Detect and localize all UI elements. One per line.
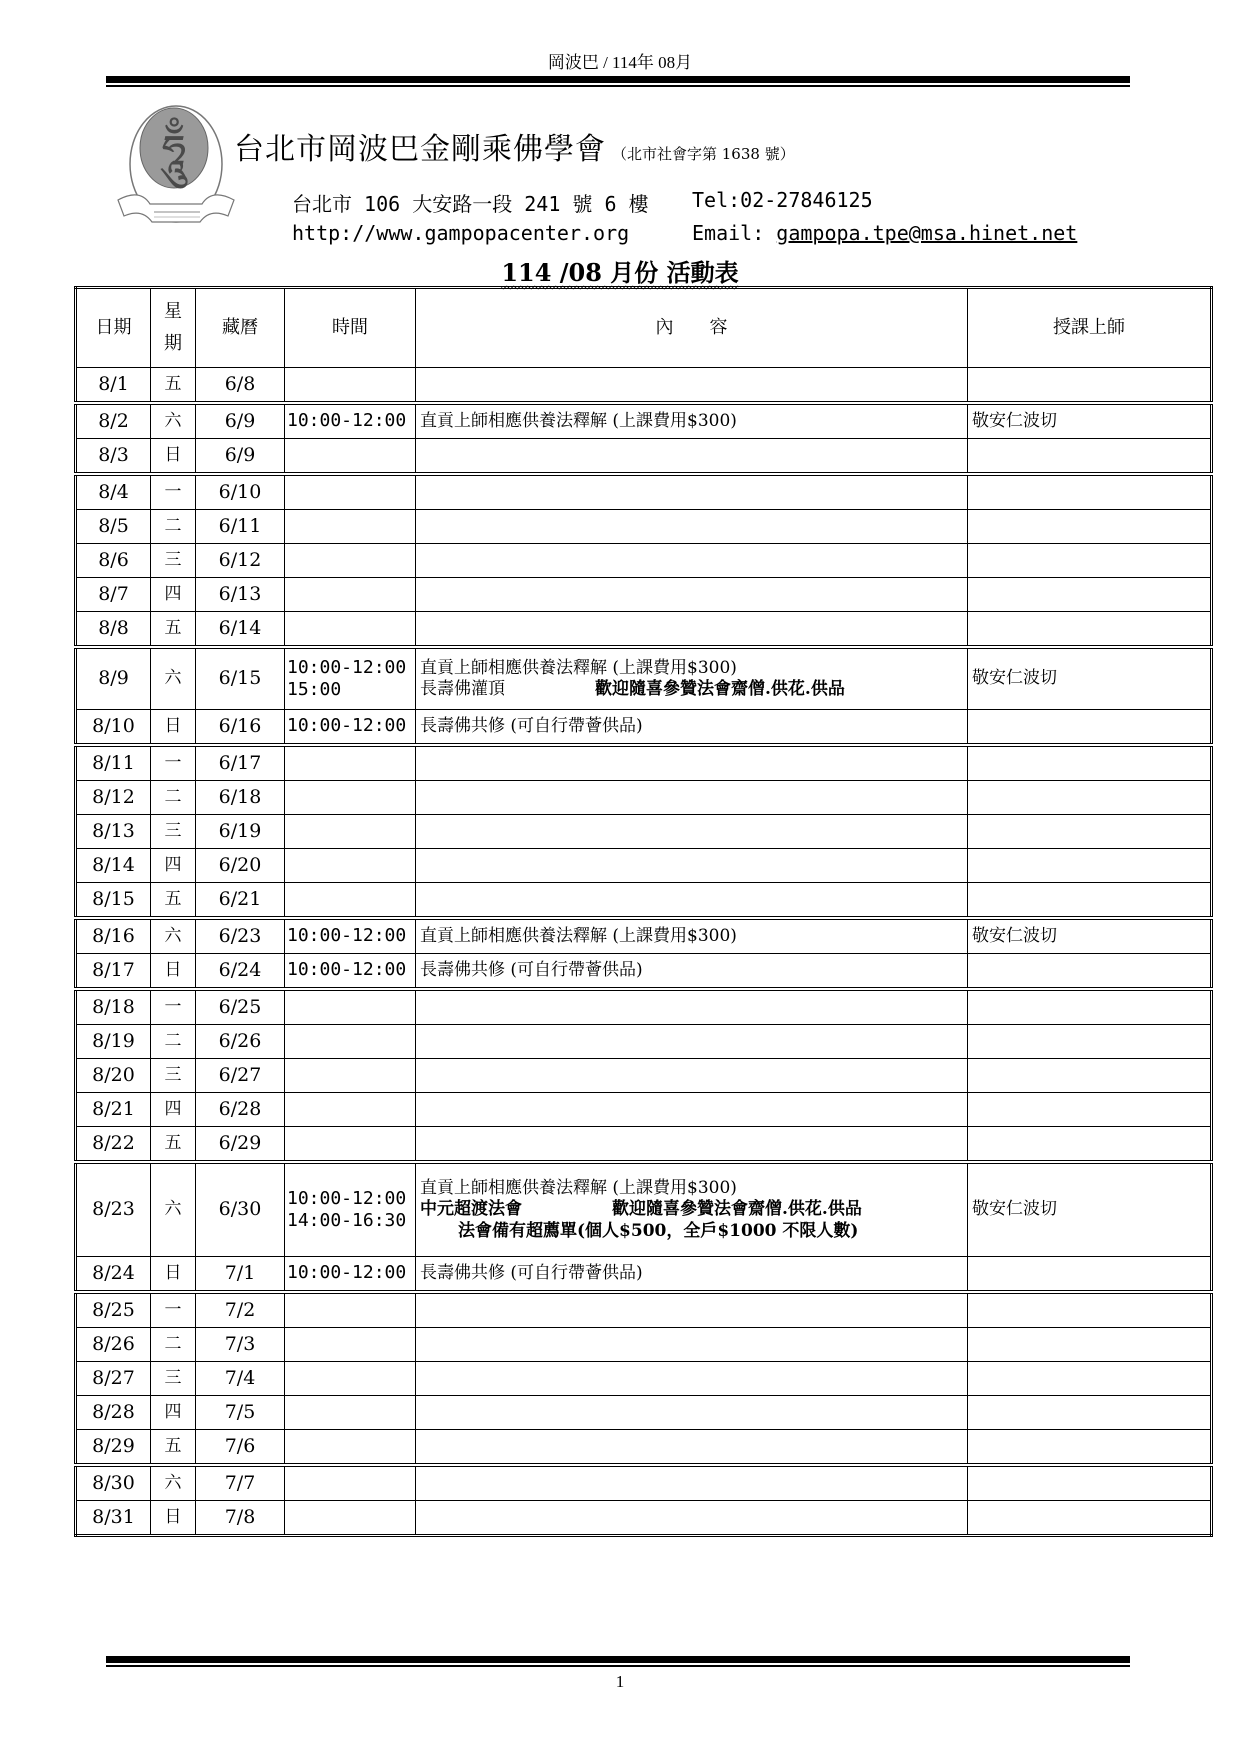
cell-time [285, 1396, 416, 1430]
cell-weekday: 日 [151, 1501, 196, 1536]
cell-tibetan-date: 6/30 [196, 1162, 285, 1257]
cell-weekday: 四 [151, 1396, 196, 1430]
cell-weekday: 六 [151, 403, 196, 439]
cell-tibetan-date: 6/18 [196, 781, 285, 815]
cell-teacher [968, 1025, 1212, 1059]
cell-tibetan-date: 6/27 [196, 1059, 285, 1093]
cell-tibetan-date: 6/14 [196, 612, 285, 648]
cell-date: 8/23 [76, 1162, 151, 1257]
content-line [420, 716, 963, 737]
cell-date: 8/14 [76, 849, 151, 883]
table-row [76, 368, 1212, 404]
cell-weekday: 四 [151, 1093, 196, 1127]
cell-time [285, 1430, 416, 1466]
cell-date: 8/18 [76, 989, 151, 1025]
cell-time [285, 989, 416, 1025]
table-row [76, 815, 1212, 849]
table-row [76, 1501, 1212, 1536]
cell-content [416, 1501, 968, 1536]
cell-content [416, 1093, 968, 1127]
cell-weekday: 一 [151, 989, 196, 1025]
cell-time [285, 1025, 416, 1059]
cell-time [285, 1501, 416, 1536]
header-weekday-line2: 期 [164, 333, 182, 354]
cell-content [416, 544, 968, 578]
email-link[interactable]: gampopa.tpe@msa.hinet.net [776, 221, 1078, 245]
cell-teacher: 敬安仁波切 [968, 1162, 1212, 1257]
cell-tibetan-date: 6/9 [196, 403, 285, 439]
cell-weekday: 六 [151, 1162, 196, 1257]
cell-teacher [968, 368, 1212, 404]
cell-date: 8/4 [76, 474, 151, 510]
cell-date: 8/28 [76, 1396, 151, 1430]
header-time: 時間 [285, 288, 416, 368]
cell-content [416, 439, 968, 475]
content-text: 中元超渡法會 [420, 1199, 522, 1220]
cell-content [416, 403, 968, 439]
document-title [0, 253, 1240, 288]
cell-tibetan-date: 7/8 [196, 1501, 285, 1536]
cell-teacher [968, 1328, 1212, 1362]
cell-tibetan-date: 6/8 [196, 368, 285, 404]
cell-time [285, 510, 416, 544]
address-line [292, 188, 873, 217]
table-row [76, 781, 1212, 815]
cell-teacher [968, 954, 1212, 990]
running-header: 岡波巴 / 114年 08月 [547, 53, 693, 72]
cell-content [416, 918, 968, 954]
table-row [76, 918, 1212, 954]
table-row [76, 1025, 1212, 1059]
cell-tibetan-date: 6/12 [196, 544, 285, 578]
content-text: 法會備有超薦單(個人$500，全戶$1000 不限人數) [458, 1220, 859, 1241]
cell-teacher [968, 544, 1212, 578]
cell-date: 8/6 [76, 544, 151, 578]
cell-weekday: 三 [151, 1059, 196, 1093]
cell-date: 8/2 [76, 403, 151, 439]
cell-date: 8/20 [76, 1059, 151, 1093]
cell-weekday: 五 [151, 612, 196, 648]
cell-content [416, 1430, 968, 1466]
cell-teacher [968, 781, 1212, 815]
cell-teacher [968, 1257, 1212, 1293]
cell-date: 8/24 [76, 1257, 151, 1293]
activity-schedule-table [74, 286, 1213, 1537]
cell-teacher [968, 1127, 1212, 1163]
cell-date: 8/29 [76, 1430, 151, 1466]
table-row [76, 403, 1212, 439]
cell-content [416, 989, 968, 1025]
cell-weekday: 二 [151, 510, 196, 544]
cell-tibetan-date: 6/15 [196, 647, 285, 710]
content-line [420, 1221, 963, 1242]
document-title-text: 114 /08 月份 活動表 [501, 258, 739, 287]
cell-date: 8/3 [76, 439, 151, 475]
cell-teacher [968, 989, 1212, 1025]
cell-weekday: 五 [151, 1127, 196, 1163]
cell-date: 8/21 [76, 1093, 151, 1127]
cell-tibetan-date: 6/17 [196, 745, 285, 781]
cell-teacher [968, 883, 1212, 919]
cell-time [285, 954, 416, 990]
cell-date: 8/11 [76, 745, 151, 781]
email-label: Email: [692, 221, 777, 245]
time-line: 10:00-12:00 [287, 410, 407, 432]
cell-teacher [968, 1465, 1212, 1501]
cell-content [416, 815, 968, 849]
cell-teacher [968, 1292, 1212, 1328]
cell-content [416, 1127, 968, 1163]
cell-teacher [968, 745, 1212, 781]
table-row [76, 1093, 1212, 1127]
table-row [76, 989, 1212, 1025]
cell-tibetan-date: 7/7 [196, 1465, 285, 1501]
cell-weekday: 二 [151, 1328, 196, 1362]
cell-teacher [968, 612, 1212, 648]
cell-weekday: 日 [151, 954, 196, 990]
cell-weekday: 五 [151, 1430, 196, 1466]
organization-name-text: 台北市岡波巴金剛乘佛學會 [234, 132, 606, 167]
cell-date: 8/31 [76, 1501, 151, 1536]
cell-weekday: 日 [151, 1257, 196, 1293]
table-row [76, 1362, 1212, 1396]
cell-tibetan-date: 6/19 [196, 815, 285, 849]
table-row [76, 647, 1212, 710]
website-link[interactable]: http://www.gampopacenter.org [292, 221, 630, 245]
cell-weekday: 三 [151, 815, 196, 849]
cell-content [416, 510, 968, 544]
cell-tibetan-date: 7/1 [196, 1257, 285, 1293]
content-line [420, 926, 963, 947]
content-text: 長壽佛共修 (可自行帶薈供品) [420, 1262, 643, 1283]
cell-weekday: 二 [151, 1025, 196, 1059]
cell-teacher [968, 1362, 1212, 1396]
content-text: 直貢上師相應供養法釋解 (上課費用$300) [420, 1178, 737, 1199]
cell-time [285, 781, 416, 815]
cell-content [416, 710, 968, 746]
cell-time [285, 1362, 416, 1396]
cell-teacher: 敬安仁波切 [968, 918, 1212, 954]
cell-time [285, 1059, 416, 1093]
header-weekday-line1: 星 [164, 300, 182, 322]
content-text: 長壽佛共修 (可自行帶薈供品) [420, 715, 643, 736]
cell-date: 8/17 [76, 954, 151, 990]
cell-teacher [968, 815, 1212, 849]
cell-teacher [968, 710, 1212, 746]
table-row [76, 1430, 1212, 1466]
cell-date: 8/27 [76, 1362, 151, 1396]
cell-date: 8/5 [76, 510, 151, 544]
cell-weekday: 三 [151, 544, 196, 578]
cell-tibetan-date: 7/2 [196, 1292, 285, 1328]
cell-weekday: 四 [151, 578, 196, 612]
content-text: 直貢上師相應供養法釋解 (上課費用$300) [420, 925, 737, 946]
cell-teacher: 敬安仁波切 [968, 647, 1212, 710]
cell-weekday: 一 [151, 745, 196, 781]
cell-teacher [968, 1396, 1212, 1430]
cell-date: 8/22 [76, 1127, 151, 1163]
cell-weekday: 五 [151, 883, 196, 919]
cell-tibetan-date: 6/9 [196, 439, 285, 475]
cell-time [285, 647, 416, 710]
cell-date: 8/16 [76, 918, 151, 954]
cell-teacher [968, 578, 1212, 612]
cell-time [285, 1328, 416, 1362]
cell-time [285, 883, 416, 919]
cell-tibetan-date: 6/25 [196, 989, 285, 1025]
cell-content [416, 1362, 968, 1396]
table-header-row [76, 288, 1212, 368]
cell-teacher: 敬安仁波切 [968, 403, 1212, 439]
cell-content [416, 647, 968, 710]
table-row [76, 849, 1212, 883]
cell-content [416, 1059, 968, 1093]
cell-content [416, 368, 968, 404]
page-number: 1 [615, 1672, 625, 1691]
cell-time [285, 1465, 416, 1501]
cell-date: 8/1 [76, 368, 151, 404]
cell-weekday: 日 [151, 439, 196, 475]
table-row [76, 1292, 1212, 1328]
header-content: 內 容 [416, 288, 968, 368]
table-row [76, 954, 1212, 990]
cell-content [416, 1292, 968, 1328]
cell-weekday: 六 [151, 647, 196, 710]
time-line: 10:00-12:00 [287, 1187, 407, 1209]
cell-teacher [968, 1501, 1212, 1536]
footer-rule [106, 1656, 1130, 1668]
content-line [420, 960, 963, 981]
header-rule [106, 76, 1130, 88]
cell-date: 8/8 [76, 612, 151, 648]
cell-date: 8/7 [76, 578, 151, 612]
cell-tibetan-date: 6/23 [196, 918, 285, 954]
cell-time [285, 918, 416, 954]
cell-teacher [968, 1430, 1212, 1466]
content-text: 直貢上師相應供養法釋解 (上課費用$300) [420, 657, 737, 678]
time-line: 10:00-12:00 [287, 1262, 407, 1284]
time-line: 10:00-12:00 [287, 656, 407, 678]
email-block [692, 221, 1077, 245]
cell-weekday: 日 [151, 710, 196, 746]
table-row [76, 439, 1212, 475]
content-text: 長壽佛灌頂 [420, 679, 505, 699]
table-row [76, 710, 1212, 746]
schedule-body [76, 368, 1212, 1536]
cell-tibetan-date: 6/29 [196, 1127, 285, 1163]
organization-name [234, 124, 795, 168]
telephone: Tel:02-27846125 [692, 188, 873, 212]
cell-tibetan-date: 7/4 [196, 1362, 285, 1396]
cell-content [416, 1328, 968, 1362]
content-line [420, 679, 963, 700]
cell-content [416, 849, 968, 883]
content-line [420, 1263, 963, 1284]
cell-time [285, 544, 416, 578]
table-row [76, 510, 1212, 544]
cell-date: 8/15 [76, 883, 151, 919]
header-teacher: 授課上師 [968, 288, 1212, 368]
cell-time [285, 1257, 416, 1293]
cell-content [416, 781, 968, 815]
content-line [420, 1178, 963, 1199]
cell-time [285, 578, 416, 612]
cell-time [285, 439, 416, 475]
cell-weekday: 一 [151, 474, 196, 510]
table-row [76, 544, 1212, 578]
cell-content [416, 1396, 968, 1430]
time-line: 10:00-12:00 [287, 925, 407, 947]
cell-time [285, 849, 416, 883]
cell-date: 8/10 [76, 710, 151, 746]
table-row [76, 474, 1212, 510]
cell-date: 8/25 [76, 1292, 151, 1328]
cell-teacher [968, 849, 1212, 883]
cell-content [416, 1162, 968, 1257]
cell-date: 8/12 [76, 781, 151, 815]
cell-time [285, 612, 416, 648]
cell-time [285, 710, 416, 746]
table-row [76, 1465, 1212, 1501]
svg-text:ཧཱུྃ: ཧཱུྃ [161, 126, 187, 177]
cell-tibetan-date: 6/20 [196, 849, 285, 883]
cell-content [416, 954, 968, 990]
cell-tibetan-date: 6/11 [196, 510, 285, 544]
cell-tibetan-date: 6/13 [196, 578, 285, 612]
table-row [76, 1059, 1212, 1093]
cell-content [416, 1025, 968, 1059]
table-row [76, 1257, 1212, 1293]
cell-date: 8/19 [76, 1025, 151, 1059]
table-row [76, 1127, 1212, 1163]
cell-tibetan-date: 6/24 [196, 954, 285, 990]
cell-weekday: 三 [151, 1362, 196, 1396]
cell-weekday: 一 [151, 1292, 196, 1328]
cell-teacher [968, 510, 1212, 544]
cell-content [416, 612, 968, 648]
cell-tibetan-date: 7/3 [196, 1328, 285, 1362]
cell-time [285, 1093, 416, 1127]
cell-weekday: 四 [151, 849, 196, 883]
cell-time [285, 403, 416, 439]
cell-date: 8/30 [76, 1465, 151, 1501]
cell-tibetan-date: 6/26 [196, 1025, 285, 1059]
cell-teacher [968, 439, 1212, 475]
content-text: 直貢上師相應供養法釋解 (上課費用$300) [420, 410, 737, 431]
cell-weekday: 六 [151, 1465, 196, 1501]
time-line: 14:00-16:30 [287, 1210, 407, 1231]
cell-content [416, 474, 968, 510]
cell-tibetan-date: 6/28 [196, 1093, 285, 1127]
table-row [76, 612, 1212, 648]
content-line [420, 1199, 963, 1220]
content-note: 歡迎隨喜參贊法會齋僧.供花.供品 [595, 679, 845, 699]
cell-teacher [968, 1059, 1212, 1093]
cell-time [285, 368, 416, 404]
cell-date: 8/9 [76, 647, 151, 710]
cell-content [416, 1465, 968, 1501]
cell-tibetan-date: 6/21 [196, 883, 285, 919]
contact-line [292, 221, 1078, 245]
cell-content [416, 1257, 968, 1293]
cell-time [285, 815, 416, 849]
table-row [76, 1162, 1212, 1257]
time-line: 10:00-12:00 [287, 715, 407, 737]
header-date: 日期 [76, 288, 151, 368]
cell-time [285, 745, 416, 781]
table-row [76, 883, 1212, 919]
cell-time [285, 1127, 416, 1163]
cell-time [285, 1162, 416, 1257]
header-tibetan-date: 藏曆 [196, 288, 285, 368]
cell-weekday: 五 [151, 368, 196, 404]
cell-time [285, 1292, 416, 1328]
content-line [420, 658, 963, 679]
cell-content [416, 745, 968, 781]
dharma-emblem-icon [110, 104, 240, 236]
table-row [76, 578, 1212, 612]
cell-tibetan-date: 7/5 [196, 1396, 285, 1430]
table-row [76, 745, 1212, 781]
time-line: 10:00-12:00 [287, 959, 407, 981]
cell-weekday: 二 [151, 781, 196, 815]
cell-teacher [968, 1093, 1212, 1127]
cell-content [416, 883, 968, 919]
cell-date: 8/26 [76, 1328, 151, 1362]
table-row [76, 1396, 1212, 1430]
cell-content [416, 578, 968, 612]
registration-number: （北市社會字第 1638 號） [612, 145, 795, 163]
cell-teacher [968, 474, 1212, 510]
content-line [420, 411, 963, 432]
cell-time [285, 474, 416, 510]
cell-tibetan-date: 7/6 [196, 1430, 285, 1466]
header-weekday [151, 288, 196, 368]
content-note: 歡迎隨喜參贊法會齋僧.供花.供品 [612, 1199, 862, 1220]
cell-tibetan-date: 6/10 [196, 474, 285, 510]
cell-date: 8/13 [76, 815, 151, 849]
cell-weekday: 六 [151, 918, 196, 954]
time-line: 15:00 [287, 679, 342, 700]
address: 台北市 106 大安路一段 241 號 6 樓 [292, 192, 649, 216]
cell-tibetan-date: 6/16 [196, 710, 285, 746]
content-text: 長壽佛共修 (可自行帶薈供品) [420, 959, 643, 980]
table-row [76, 1328, 1212, 1362]
